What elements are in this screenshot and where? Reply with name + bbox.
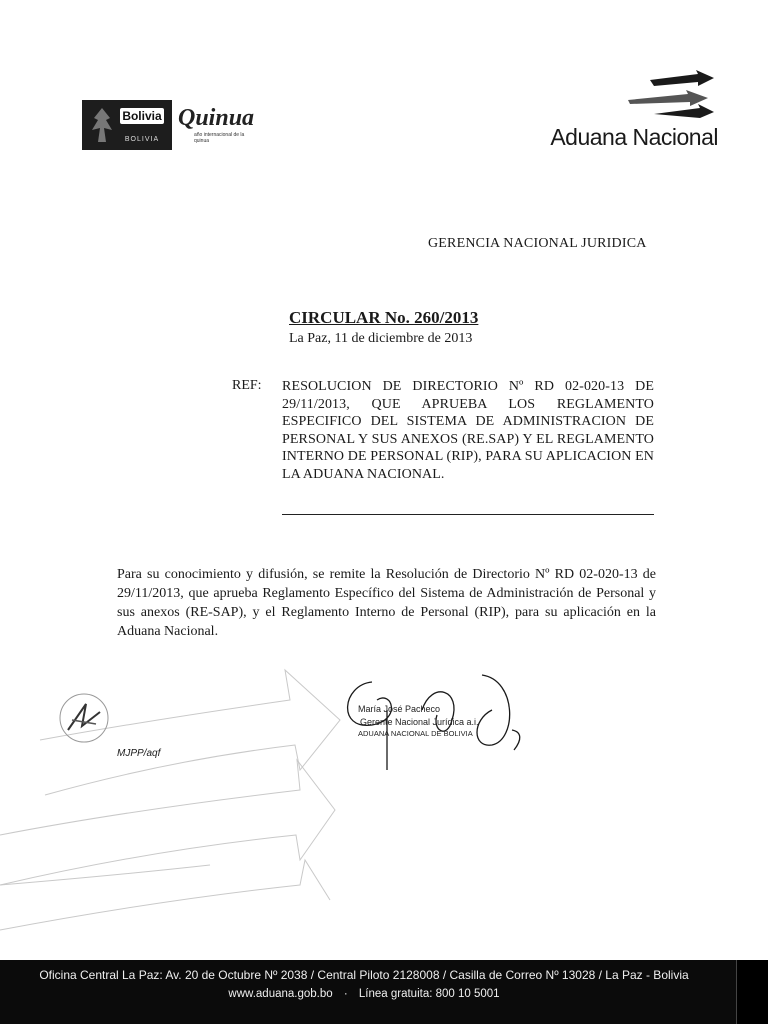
emblem-icon bbox=[88, 106, 116, 144]
quinua-tagline: año internacional de la quinua bbox=[194, 132, 245, 144]
footer-separator: · bbox=[343, 988, 348, 1000]
ref-label: REF: bbox=[232, 378, 262, 393]
footer-address: Oficina Central La Paz: Av. 20 de Octubre Nº 2038 / Central Piloto 2128008 / Casilla de Correo Nº 13028 / La Paz - Bolivia bbox=[39, 968, 689, 982]
signature-block bbox=[332, 670, 532, 780]
bolivia-logo-text: Bolivia bbox=[120, 108, 164, 124]
aduana-arrows-icon bbox=[624, 70, 714, 118]
footer-website[interactable]: www.aduana.gob.bo bbox=[228, 988, 333, 1000]
quinua-logo-text: Quinua bbox=[178, 105, 255, 131]
footer-contact bbox=[0, 988, 728, 1000]
footer-hotline: Línea gratuita: 800 10 5001 bbox=[358, 988, 500, 1000]
signer-name: María José Pacheco bbox=[358, 704, 441, 714]
agency-name: Aduana Nacional bbox=[550, 124, 718, 150]
signer-institution: ADUANA NACIONAL DE BOLIVIA bbox=[358, 729, 473, 738]
approval-stamp-icon bbox=[54, 690, 114, 746]
circular-title: CIRCULAR No. 260/2013 bbox=[289, 308, 479, 327]
footer-side-block bbox=[736, 960, 768, 1024]
body-paragraph: Para su conocimiento y difusión, se remite la Resolución de Directorio Nº RD 02-020-13 de 29/11/2013, que aprueba Reglamento Específico del Sistema de Administración de Personal y sus anexos (RE-SAP), y el Reglamento Interno de Personal (RIP), para su aplicación en la Aduana Nacional. bbox=[117, 567, 656, 639]
ref-text: RESOLUCION DE DIRECTORIO Nº RD 02-020-13 DE 29/11/2013, QUE APRUEBA LOS REGLAMENTO ESPECIFICO DEL SISTEMA DE ADMINISTRACION DE PERSONAL Y SUS ANEXOS (RE.SAP) Y EL REGLAMENTO INTERNO DE PERSONAL (RIP), PARA SU APLICACION EN LA ADUANA NACIONAL. bbox=[282, 379, 654, 482]
bolivia-logo bbox=[82, 100, 172, 150]
circular-date: La Paz, 11 de diciembre de 2013 bbox=[289, 331, 473, 346]
ref-divider bbox=[282, 514, 654, 515]
bolivia-logo-country: BOLIVIA bbox=[124, 136, 160, 143]
quinua-logo bbox=[178, 104, 258, 156]
signer-position: Gerente Nacional Jurídica a.i. bbox=[360, 717, 479, 727]
page-footer bbox=[0, 960, 768, 1024]
department-heading: GERENCIA NACIONAL JURIDICA bbox=[428, 236, 647, 251]
typist-initials: MJPP/aqf bbox=[117, 748, 161, 759]
